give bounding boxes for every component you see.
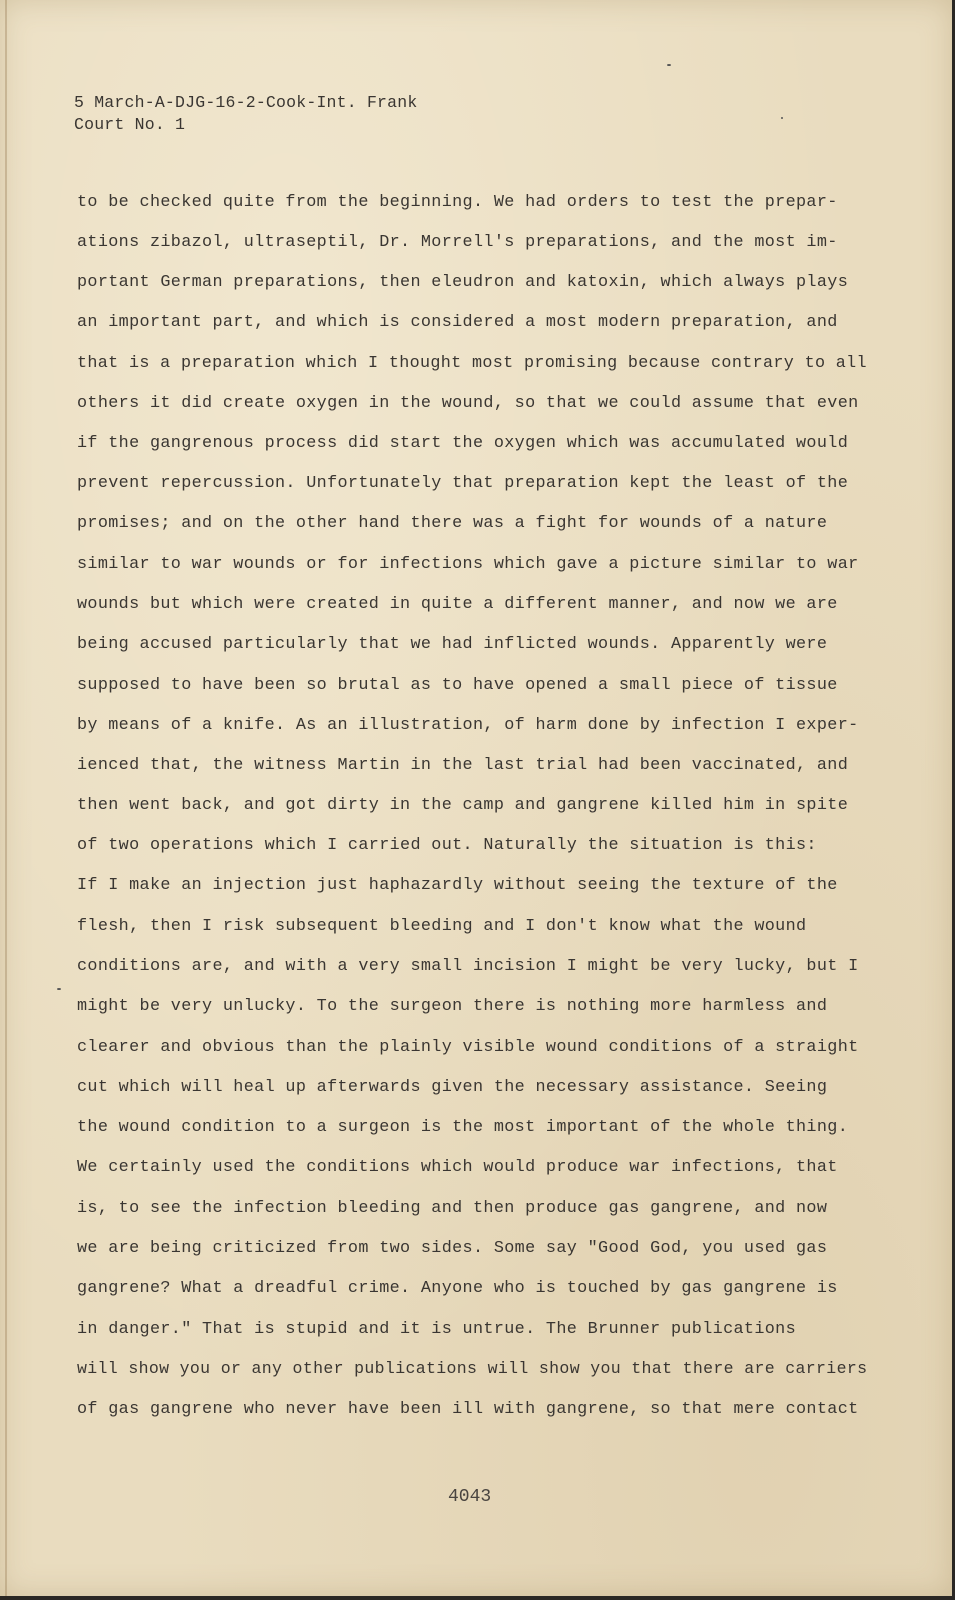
body-line: cut which will heal up afterwards given the necessary assistance. Seeing [77,1078,828,1097]
body-line: might be very unlucky. To the surgeon there is nothing more harmless and [77,997,828,1016]
body-line: clearer and obvious than the plainly visible wound conditions of a straight [77,1038,859,1057]
body-line: portant German preparations, then eleudron and katoxin, which always plays [77,273,849,292]
page-edge-shadow [5,0,7,1596]
body-line: prevent repercussion. Unfortunately that preparation kept the least of the [77,474,849,493]
page-number: 4043 [448,1487,492,1507]
header-case-line: 5 March-A-DJG-16-2-Cook-Int. Frank [74,93,418,112]
paper-speck [667,64,671,66]
body-line: ienced that, the witness Martin in the last trial had been vaccinated, and [77,756,849,775]
body-line: we are being criticized from two sides. Some say "Good God, you used gas [77,1239,828,1258]
body-line: by means of a knife. As an illustration, of harm done by infection I exper- [77,716,859,735]
body-line: an important part, and which is considered a most modern preparation, and [77,313,838,332]
body-line: being accused particularly that we had inflicted wounds. Apparently were [77,635,828,654]
body-line: conditions are, and with a very small incision I might be very lucky, but I [77,957,859,976]
paper-speck [781,117,783,119]
body-line: is, to see the infection bleeding and then produce gas gangrene, and now [77,1199,828,1218]
body-line: If I make an injection just haphazardly without seeing the texture of the [77,876,838,895]
body-line: ations zibazol, ultraseptil, Dr. Morrell's preparations, and the most im- [77,233,838,252]
body-line: We certainly used the conditions which would produce war infections, that [77,1158,838,1177]
body-line: similar to war wounds or for infections which gave a picture similar to war [77,555,859,574]
paper-speck [57,988,61,990]
body-line: the wound condition to a surgeon is the most important of the whole thing. [77,1118,849,1137]
body-line: wounds but which were created in quite a different manner, and now we are [77,595,838,614]
body-line: gangrene? What a dreadful crime. Anyone who is touched by gas gangrene is [77,1279,838,1298]
body-line: will show you or any other publications will show you that there are carriers [77,1360,868,1379]
body-line: that is a preparation which I thought most promising because contrary to all [77,354,867,373]
body-line: supposed to have been so brutal as to have opened a small piece of tissue [77,676,838,695]
body-line: of gas gangrene who never have been ill with gangrene, so that mere contact [77,1400,859,1419]
body-line: if the gangrenous process did start the oxygen which was accumulated would [77,434,849,453]
body-line: flesh, then I risk subsequent bleeding and I don't know what the wound [77,917,807,936]
body-line: others it did create oxygen in the wound, so that we could assume that even [77,394,859,413]
body-line: to be checked quite from the beginning. We had orders to test the prepar- [77,193,838,212]
body-line: in danger." That is stupid and it is untrue. The Brunner publications [77,1320,797,1339]
header-court-line: Court No. 1 [74,115,186,134]
body-line: of two operations which I carried out. Naturally the situation is this: [77,836,817,855]
body-line: then went back, and got dirty in the camp and gangrene killed him in spite [77,796,849,815]
body-line: promises; and on the other hand there was a fight for wounds of a nature [77,514,828,533]
